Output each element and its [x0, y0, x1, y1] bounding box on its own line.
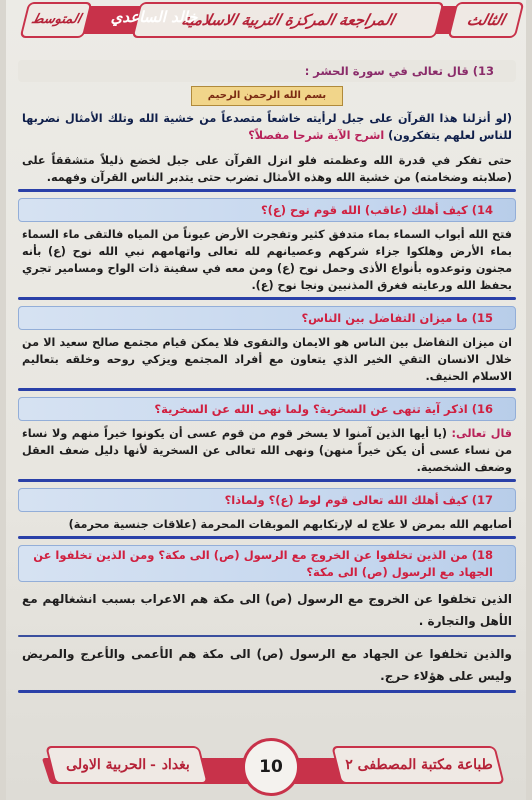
divider-18b	[18, 690, 516, 693]
document-page	[6, 0, 526, 800]
question-14-text: 14) كيف أهلك (عاقب) الله قوم نوح (ع)؟	[260, 203, 493, 217]
question-16-text: 16) اذكر آية تنهى عن السخرية؟ ولما نهى الله عن السخرية؟	[154, 402, 493, 416]
header-title-tab: المراجعة المركزة التربية الاسلامية	[132, 2, 445, 38]
question-18-text: 18) من الذين تخلفوا عن الخروج مع الرسول (ص) الى مكة؟ ومن الذين تخلفوا عن الجهاد مع الرسول (ص) الى مكة؟	[33, 548, 493, 579]
verse-13-instruction: اشرح الآية شرحا مفصلاً؟	[248, 129, 385, 142]
question-15-text: 15) ما ميزان التفاضل بين الناس؟	[301, 311, 493, 325]
answer-13: حتى تفكر في قدرة الله وعظمته فلو انزل القرآن على جبل لخضع ذليلاً متشققاً على (صلابته وضخامته) من خشية الله وهذه الأمثال تضرب حتى يتدبر الناس القرآن وفهمه.	[22, 154, 512, 184]
answer-14: فتح الله أبواب السماء بماء متدفق كثير وتفجرت الأرض عيوناً من المياه فالتقى ماء السماء بماء الأرض وهلكوا جزاء شركهم وعصيانهم لله تعالى واتهامهم نبي الله نوح (ع) بأنه مجنون وتوعدوه بأنواع الأذى وحمل نوح (ع) ومن معه في سفينة ذات الواح ومسامير تجري بحفظ الله ورعايته فغرق المذنبين ونجا نوح (ع).	[22, 228, 512, 292]
answer-16-lead: قال تعالى:	[451, 427, 512, 440]
page-footer	[6, 728, 526, 800]
divider-16	[18, 479, 516, 482]
verse-13	[22, 110, 512, 144]
page-content	[18, 54, 516, 695]
header-level-tab: المتوسط	[20, 2, 93, 38]
question-17-text: 17) كيف أهلك الله تعالى قوم لوط (ع)؟ ولماذا؟	[224, 493, 493, 507]
footer-press: طباعة مكتبة المصطفى ٢	[331, 746, 504, 784]
answer-16-text: (يا أيها الذين آمنوا لا يسخر قوم من قوم عسى أن يكونوا خيراً منهم ولا نساء من نساء عسى أن يكن خيراً منهن) ونهى الله تعالى عن السخرية لأنها دليل ضعف العقل وضعف الشخصية.	[22, 427, 512, 474]
answer-17: أصابهم الله بمرض لا علاج له لإرتكابهم الموبقات المحرمة (علاقات جنسية محرمة)	[68, 518, 512, 531]
header-author: خالد الساعدي	[110, 8, 198, 26]
divider-17	[18, 536, 516, 539]
question-17	[18, 488, 516, 512]
page-number: 10	[242, 738, 300, 796]
question-13-text: 13) قال تعالى في سورة الحشر :	[304, 64, 494, 78]
verse-13-text: (لو أنزلنا هذا القرآن على جبل لرأيته خاشعاً متصدعاً من خشية الله وتلك الأمثال نضربها للناس لعلهم يتفكرون)	[22, 112, 512, 142]
answer-16	[22, 425, 512, 476]
divider-15	[18, 388, 516, 391]
answer-18-part2: والذين تخلفوا عن الجهاد مع الرسول (ص) الى مكة هم الأعمى والأعرج والمريض وليس على هؤلاء حرج.	[22, 647, 512, 683]
question-13	[18, 60, 516, 82]
divider-13	[18, 189, 516, 192]
basmala-box: بسم الله الرحمن الرحيم	[191, 86, 343, 106]
question-14	[18, 198, 516, 222]
divider-14	[18, 297, 516, 300]
page-header	[6, 0, 526, 44]
divider-18a	[18, 635, 516, 637]
question-16	[18, 397, 516, 421]
question-15	[18, 306, 516, 330]
question-18	[18, 545, 516, 582]
answer-15: ان ميزان التفاضل بين الناس هو الايمان والتقوى فلا يمكن قيام مجتمع صالح سعيد الا من خلال الانسان التقي الخير الذي يتعاون مع أفراد المجتمع ويزكي روحه وخلقه بتعاليم الاسلام الحنيف.	[22, 336, 512, 383]
header-grade-tab: الثالث	[448, 2, 525, 38]
answer-18-part1: الذين تخلفوا عن الخروج مع الرسول (ص) الى مكة هم الاعراب بسبب انشغالهم مع الأهل والتجارة .	[22, 592, 512, 628]
footer-address: بغداد - الحربية الاولى	[45, 746, 208, 784]
